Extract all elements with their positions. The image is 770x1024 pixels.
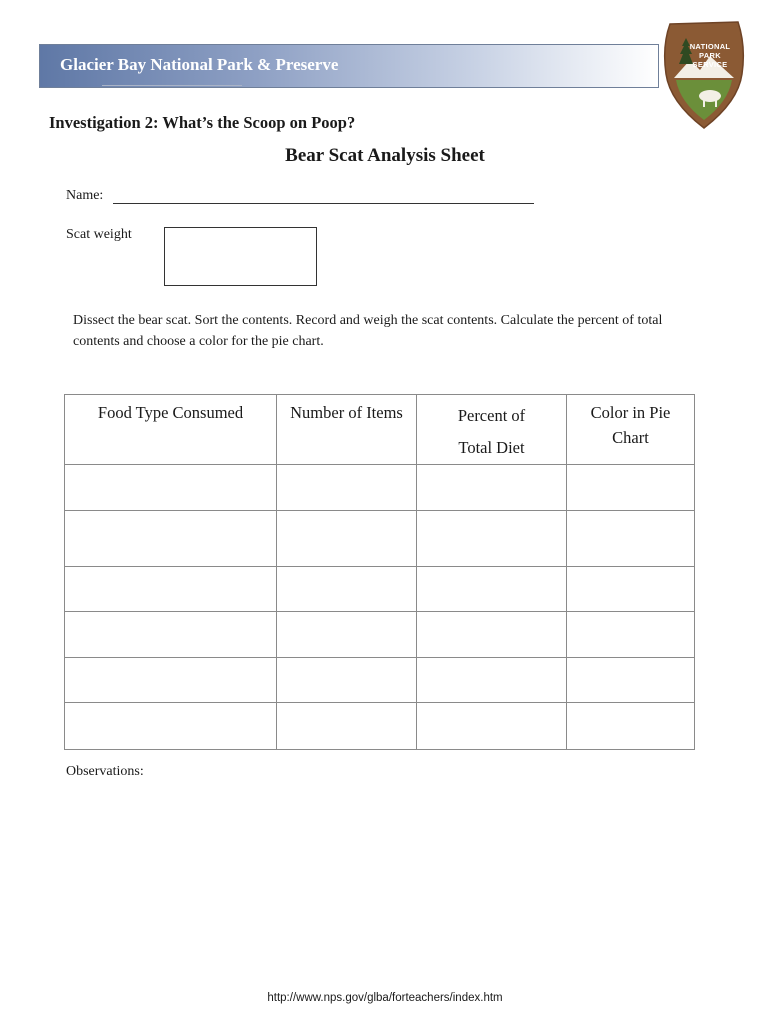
table-row — [65, 567, 695, 612]
logo-text-line-2: PARK — [699, 51, 721, 60]
table-cell[interactable] — [567, 658, 695, 703]
table-cell[interactable] — [65, 612, 277, 658]
table-row — [65, 612, 695, 658]
table-cell[interactable] — [277, 658, 417, 703]
investigation-heading: Investigation 2: What’s the Scoop on Poop? — [49, 113, 356, 132]
table-header-row — [65, 395, 695, 465]
observations-label: Observations: — [66, 764, 144, 779]
table-cell[interactable] — [277, 703, 417, 750]
table-cell[interactable] — [65, 511, 277, 567]
column-header-color — [567, 395, 695, 465]
table-cell[interactable] — [417, 703, 567, 750]
logo-text-line-1: NATIONAL — [689, 42, 731, 51]
table-cell[interactable] — [567, 703, 695, 750]
table-cell[interactable] — [65, 703, 277, 750]
footer-url[interactable]: http://www.nps.gov/glba/forteachers/index.htm — [267, 992, 503, 1004]
table-cell[interactable] — [277, 612, 417, 658]
column-header-color-text: Color in Pie Chart — [590, 403, 671, 447]
table-cell[interactable] — [417, 567, 567, 612]
table-cell[interactable] — [277, 511, 417, 567]
table-row — [65, 658, 695, 703]
table-row — [65, 703, 695, 750]
scat-weight-box[interactable] — [164, 227, 317, 286]
table-cell[interactable] — [567, 612, 695, 658]
name-label: Name: — [66, 188, 104, 203]
table-cell[interactable] — [417, 612, 567, 658]
banner-underline — [102, 85, 242, 86]
table-cell[interactable] — [417, 658, 567, 703]
table-row — [65, 465, 695, 511]
column-header-percent-text: Percent of Total Diet — [457, 406, 526, 457]
table-cell[interactable] — [567, 567, 695, 612]
logo-text-line-3: SERVICE — [692, 60, 728, 69]
table-cell[interactable] — [277, 465, 417, 511]
instructions-text: Dissect the bear scat. Sort the contents. Record and weigh the scat contents. Calculate the percent of total contents and choose a color for the pie chart. — [73, 313, 663, 349]
table-cell[interactable] — [417, 511, 567, 567]
scat-weight-label: Scat weight — [66, 227, 132, 242]
table-cell[interactable] — [65, 658, 277, 703]
column-header-percent — [417, 395, 567, 465]
analysis-table — [64, 394, 695, 750]
table-cell[interactable] — [65, 567, 277, 612]
banner-title: Glacier Bay National Park & Preserve — [60, 55, 339, 74]
table-cell[interactable] — [65, 465, 277, 511]
table-cell[interactable] — [277, 567, 417, 612]
column-header-number-of-items: Number of Items — [277, 395, 417, 465]
name-field-line[interactable] — [113, 203, 534, 204]
table-cell[interactable] — [567, 465, 695, 511]
header-banner — [39, 44, 659, 88]
sheet-title: Bear Scat Analysis Sheet — [285, 145, 485, 166]
table-cell[interactable] — [567, 511, 695, 567]
nps-arrowhead-icon — [660, 16, 748, 130]
table-row — [65, 511, 695, 567]
column-header-food-type: Food Type Consumed — [65, 395, 277, 465]
table-cell[interactable] — [417, 465, 567, 511]
